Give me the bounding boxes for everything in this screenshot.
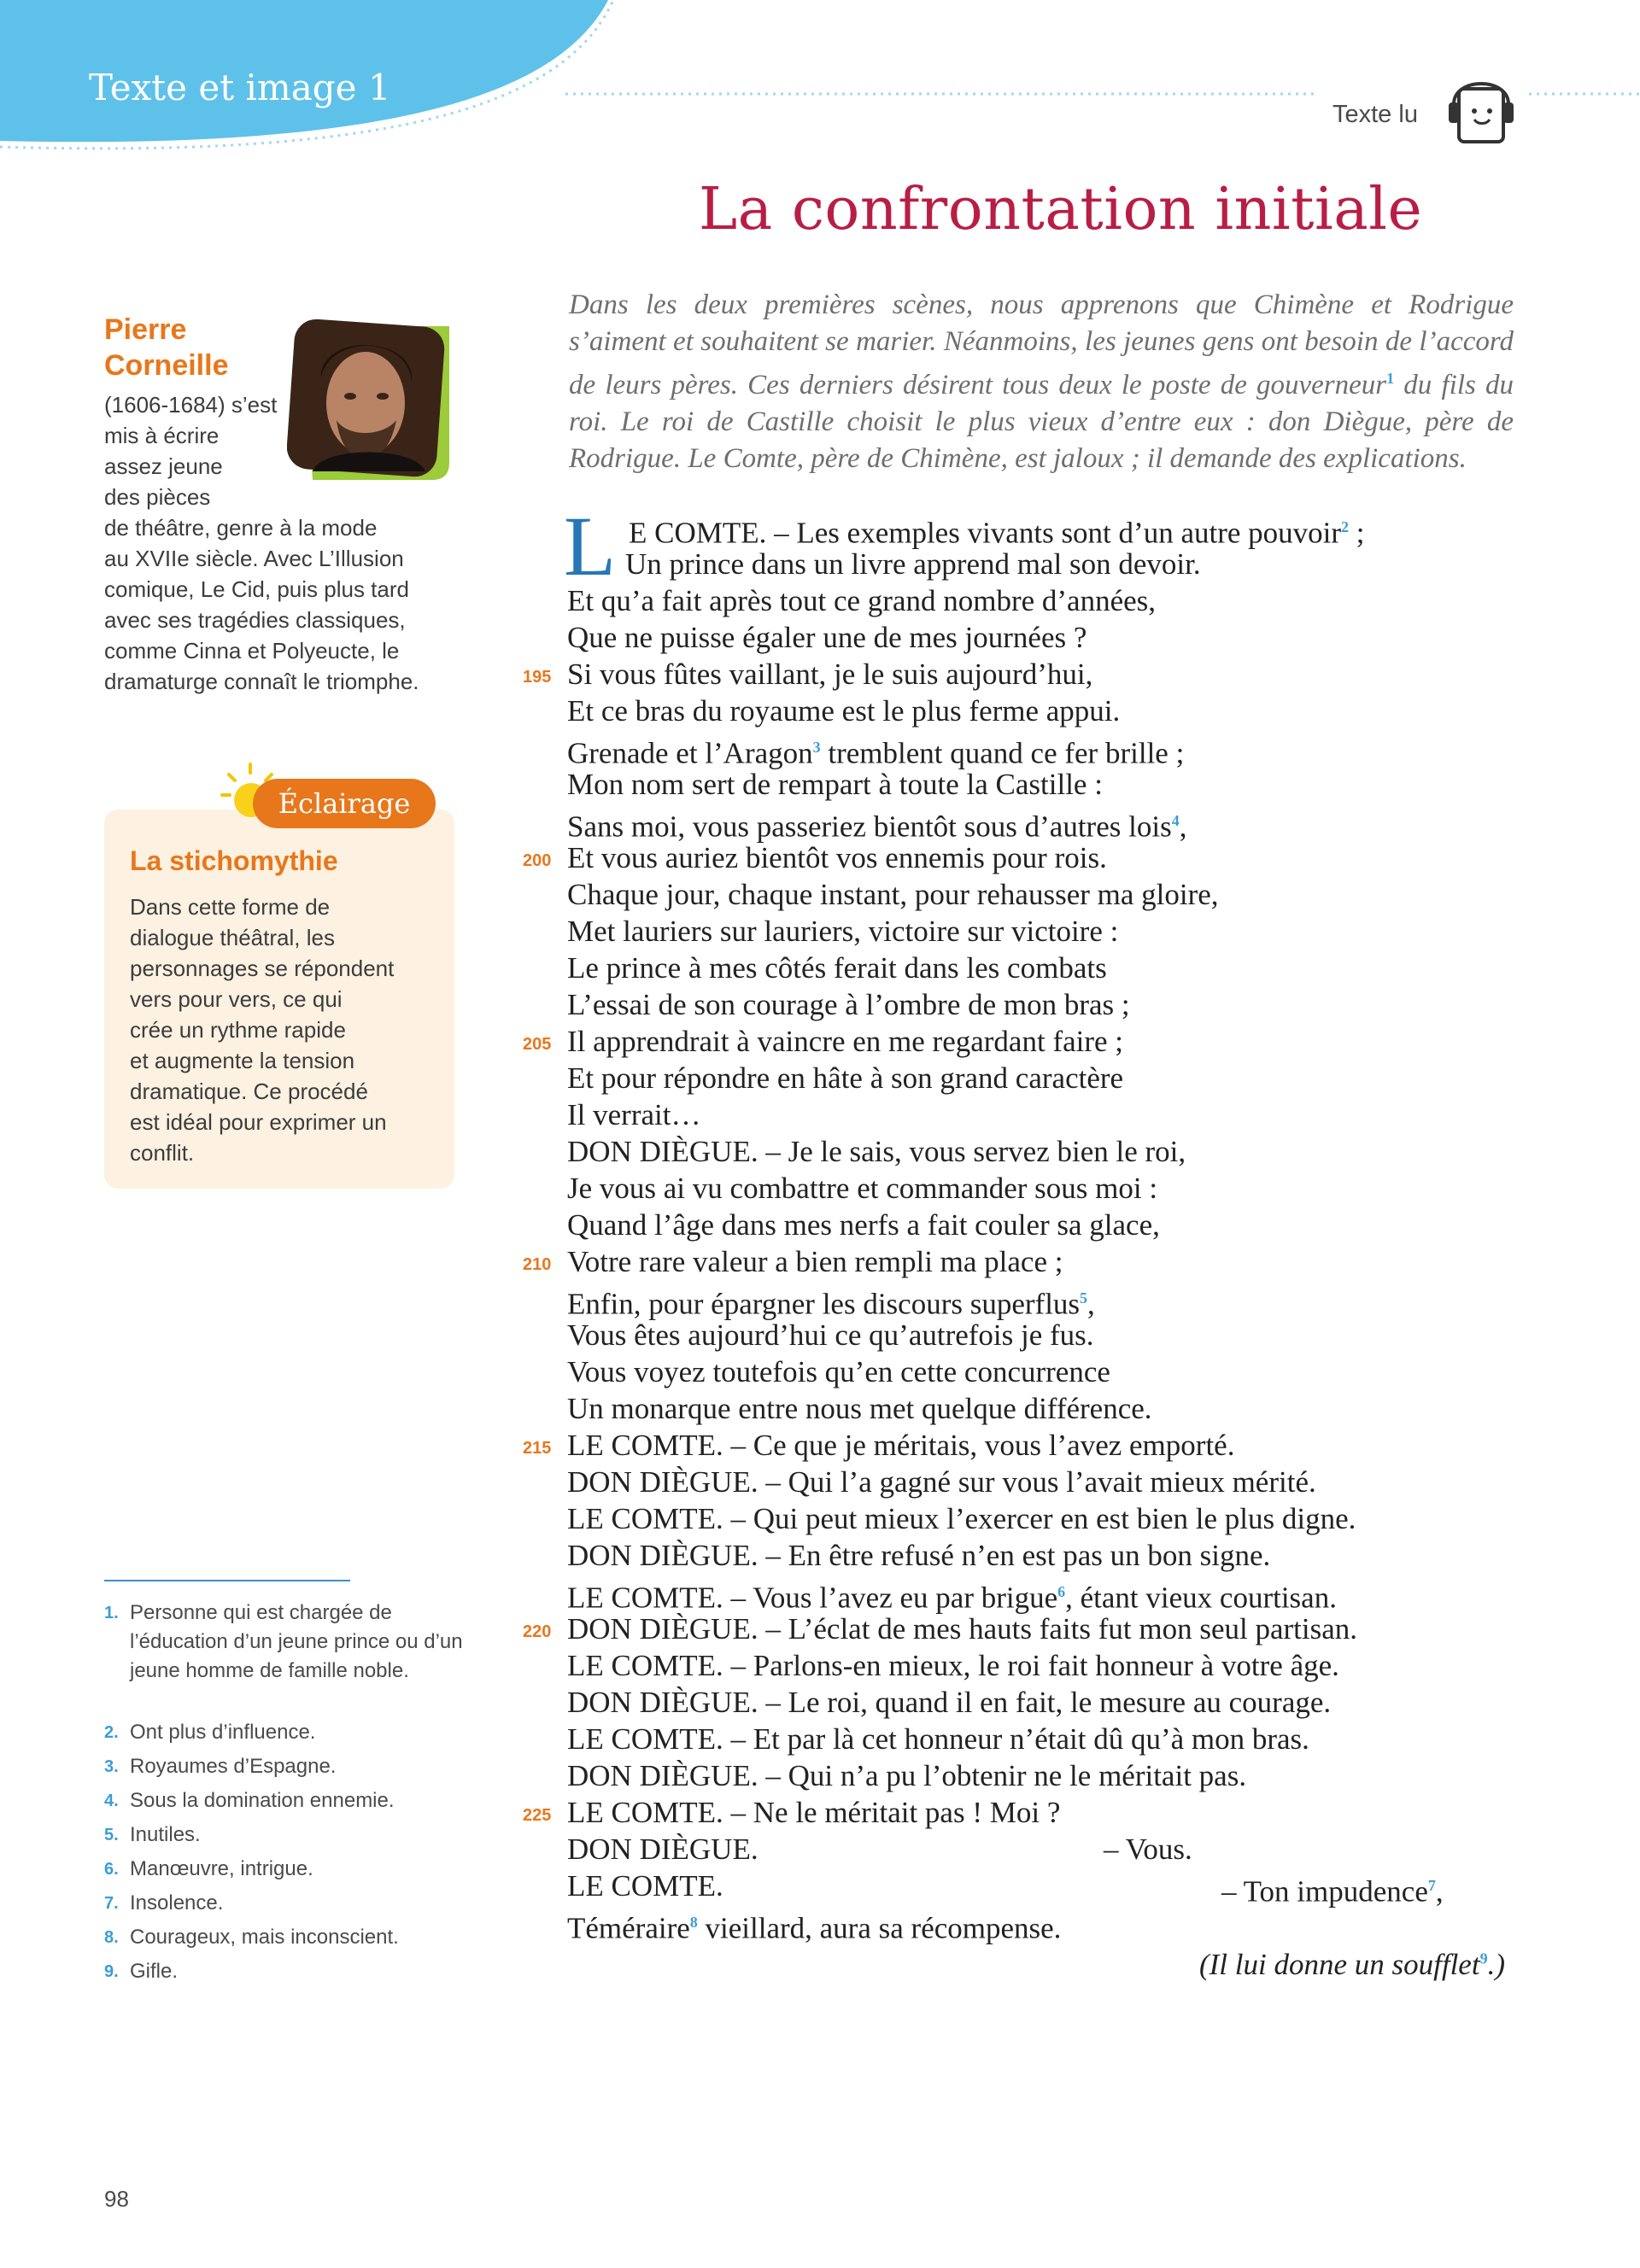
footnote-text: Manœuvre, intrigue. — [130, 1857, 313, 1880]
footnote-item — [104, 1889, 463, 1918]
stage-direction — [1199, 1948, 1505, 1982]
verse-text: tremblent quand ce fer brille ; — [820, 736, 1185, 770]
footnote-text: Personne qui est chargée de l’éducation d’un jeune prince ou d’un jeune homme de famille noble. — [130, 1601, 463, 1682]
verse-text: Sans moi, vous passeriez bientôt sous d’autres lois — [567, 810, 1172, 844]
verse-text: ; — [1349, 516, 1365, 550]
verse-line: LE COMTE. – Et par là cet honneur n’était dû qu’à mon bras. — [567, 1722, 1309, 1756]
verse-line — [567, 1904, 1061, 1947]
author-first-name: Pierre — [104, 313, 187, 346]
note-ref[interactable]: 3 — [812, 739, 821, 756]
note-ref[interactable]: 5 — [1080, 1289, 1088, 1306]
verse-text: E COMTE. – Les exemples vivants sont d’un autre pouvoir — [629, 516, 1342, 550]
note-ref[interactable]: 8 — [689, 1914, 698, 1931]
verse-line: DON DIÈGUE. – Qui l’a gagné sur vous l’avait mieux mérité. — [567, 1465, 1316, 1499]
verse-line: Et vous auriez bientôt vos ennemis pour rois. — [567, 841, 1107, 874]
verse-text: LE COMTE. – Vous l’avez eu par brigue — [567, 1581, 1058, 1615]
footnote-number: 5. — [104, 1826, 119, 1844]
footnote-number: 9. — [104, 1962, 119, 1981]
note-ref[interactable]: 2 — [1341, 518, 1350, 535]
footnote-number: 3. — [104, 1757, 119, 1776]
author-bio-line: comme Cinna et Polyeucte, le — [104, 638, 400, 663]
verse-text: – Ton impudence — [1221, 1874, 1428, 1909]
author-portrait — [287, 318, 454, 485]
footnote-item — [104, 1957, 463, 1986]
eclairage-line: personnages se répondent — [130, 956, 395, 981]
footnote-item — [104, 1786, 463, 1815]
verse-line: LE COMTE. — [567, 1869, 723, 1903]
verse-reply — [1221, 1868, 1444, 1910]
verse-line: Met lauriers sur lauriers, victoire sur victoire : — [567, 915, 1119, 948]
intro-text: Dans les deux premières scènes, nous apprenons que Chimène et Rodrigue s’aiment et souhaitent se marier. Néanmoins, les jeunes gens ont besoin de l’accord de leurs pères. Ces derniers désirent tous deux le poste de gouverneur — [569, 289, 1514, 400]
verse-line: Le prince à mes côtés ferait dans les combats — [567, 951, 1107, 985]
line-number: 210 — [523, 1255, 552, 1274]
note-ref[interactable]: 9 — [1479, 1949, 1488, 1967]
eclairage-tag: Éclairage — [253, 779, 436, 828]
footnote-item — [104, 1855, 463, 1884]
footnote-text: Sous la domination ennemie. — [130, 1789, 395, 1812]
verse-line: Vous voyez toutefois qu’en cette concurrence — [567, 1355, 1110, 1388]
author-bio-line: assez jeune — [104, 453, 223, 479]
eclairage-line: conflit. — [130, 1140, 195, 1166]
footnote-number: 2. — [104, 1723, 119, 1742]
verse-text: vieillard, aura sa récompense. — [697, 1911, 1062, 1945]
footnote-item — [104, 1752, 463, 1781]
eclairage-line: et augmente la tension — [130, 1048, 355, 1073]
audio-label[interactable]: Texte lu — [1332, 101, 1418, 128]
verse-text: , — [1087, 1287, 1095, 1321]
verse-reply: – Vous. — [1104, 1833, 1192, 1866]
verse-line: Je vous ai vu combattre et commander sous moi : — [567, 1172, 1158, 1205]
footnote-text: Ont plus d’influence. — [130, 1721, 316, 1744]
verse-line: DON DIÈGUE. – Qui n’a pu l’obtenir ne le méritait pas. — [567, 1759, 1247, 1792]
author-last-name: Corneille — [104, 349, 229, 382]
verse-line: Il verrait… — [567, 1098, 701, 1131]
verse-line: DON DIÈGUE. – L’éclat de mes hauts faits fut mon seul partisan. — [567, 1612, 1358, 1645]
intro-text: du fils du roi. Le roi de Castille choisit le plus vieux d’entre eux : don Diègue, père de Rodrigue. Le Comte, père de Chimène, est jaloux ; il demande des explications. — [569, 370, 1514, 474]
dropcap: L — [564, 499, 617, 593]
verse-line: LE COMTE. – Ne le méritait pas ! Moi ? — [567, 1796, 1061, 1829]
note-ref[interactable]: 7 — [1427, 1877, 1436, 1894]
verse-line: LE COMTE. – Parlons-en mieux, le roi fait honneur à votre âge. — [567, 1649, 1339, 1682]
footnote-text: Royaumes d’Espagne. — [130, 1755, 337, 1778]
author-bio-line: comique, Le Cid, puis plus tard — [104, 576, 409, 602]
footnote-item — [104, 1718, 463, 1747]
footnote-item — [104, 1599, 463, 1686]
stage-text: .) — [1487, 1948, 1505, 1981]
verse-text: , — [1435, 1874, 1444, 1909]
verse-text: Téméraire — [567, 1911, 690, 1945]
verse-line: LE COMTE. – Qui peut mieux l’exercer en est bien le plus digne. — [567, 1502, 1356, 1535]
page-title: La confrontation initiale — [699, 176, 1423, 243]
verse-line: Il apprendrait à vaincre en me regardant faire ; — [567, 1025, 1124, 1058]
note-ref[interactable]: 4 — [1171, 812, 1180, 829]
verse-line: Un prince dans un livre apprend mal son devoir. — [625, 547, 1201, 581]
footnote-item — [104, 1923, 463, 1952]
footnote-item — [104, 1821, 463, 1850]
note-ref[interactable]: 1 — [1386, 370, 1395, 387]
verse-line: DON DIÈGUE. — [567, 1833, 758, 1866]
verse-line: Votre rare valeur a bien rempli ma place ; — [567, 1245, 1063, 1278]
line-number: 195 — [523, 668, 552, 687]
footnote-divider — [104, 1580, 350, 1581]
verse-line: Quand l’âge dans mes nerfs a fait couler sa glace, — [567, 1208, 1160, 1242]
author-name — [104, 312, 275, 383]
verse-line: Et qu’a fait après tout ce grand nombre d’années, — [567, 584, 1157, 617]
verse-line: L’essai de son courage à l’ombre de mon bras ; — [567, 988, 1130, 1021]
verse-line: LE COMTE. – Ce que je méritais, vous l’avez emporté. — [567, 1429, 1235, 1462]
footnote-text: Gifle. — [130, 1960, 179, 1983]
line-number: 225 — [523, 1806, 552, 1825]
verse-line: Et ce bras du royaume est le plus ferme appui. — [567, 694, 1121, 728]
verse-line: Mon nom sert de rempart à toute la Castille : — [567, 768, 1103, 801]
footnote-number: 4. — [104, 1792, 119, 1810]
eclairage-line: dialogue théâtral, les — [130, 925, 335, 950]
author-bio-line: avec ses tragédies classiques, — [104, 607, 406, 633]
verse-line: Chaque jour, chaque instant, pour rehausser ma gloire, — [567, 878, 1219, 911]
verse-line: Que ne puisse égaler une de mes journées ? — [567, 621, 1087, 654]
footnote-text: Insolence. — [130, 1891, 224, 1914]
verse-line: Si vous fûtes vaillant, je le suis aujourd’hui, — [567, 658, 1093, 691]
verse-line: Vous êtes aujourd’hui ce qu’autrefois je fus. — [567, 1318, 1094, 1352]
eclairage-line: crée un rythme rapide — [130, 1017, 346, 1043]
footnote-text: Courageux, mais inconscient. — [130, 1926, 399, 1949]
author-bio-line: au XVIIe siècle. Avec L’Illusion — [104, 546, 404, 571]
line-number: 205 — [523, 1035, 552, 1054]
footnote-number: 8. — [104, 1928, 119, 1947]
verse-line: DON DIÈGUE. – En être refusé n’en est pas un bon signe. — [567, 1539, 1271, 1572]
footnote-text: Inutiles. — [130, 1823, 201, 1846]
verse-line: Et pour répondre en hâte à son grand caractère — [567, 1061, 1124, 1095]
eclairage-line: vers pour vers, ce qui — [130, 986, 343, 1012]
author-bio-line: (1606-1684) s’est — [104, 392, 278, 418]
eclairage-line: dramatique. Ce procédé — [130, 1078, 368, 1104]
eclairage-line: Dans cette forme de — [130, 894, 331, 920]
verse-text: Enfin, pour épargner les discours superflus — [567, 1287, 1081, 1321]
verse-line: Un monarque entre nous met quelque différence. — [567, 1392, 1152, 1425]
page-number: 98 — [104, 2186, 129, 2212]
line-number: 200 — [523, 851, 552, 870]
chapter-title: Texte et image 1 — [89, 67, 391, 108]
author-bio-line: des pièces — [104, 484, 211, 510]
line-number: 220 — [523, 1622, 552, 1641]
note-ref[interactable]: 6 — [1057, 1583, 1066, 1600]
line-number: 215 — [523, 1439, 552, 1458]
author-bio-line: dramaturge connaît le triomphe. — [104, 669, 419, 694]
verse-text: , étant vieux courtisan. — [1065, 1581, 1337, 1615]
verse-line: DON DIÈGUE. – Le roi, quand il en fait, le mesure au courage. — [567, 1686, 1332, 1719]
eclairage-line: est idéal pour exprimer un — [130, 1109, 387, 1135]
verse-line: DON DIÈGUE. – Je le sais, vous servez bien le roi, — [567, 1135, 1186, 1168]
author-bio-line: de théâtre, genre à la mode — [104, 515, 378, 541]
intro-paragraph — [569, 287, 1514, 477]
verse-text: Grenade et l’Aragon — [567, 736, 813, 770]
stage-text: (Il lui donne un soufflet — [1199, 1948, 1480, 1981]
headphones-icon[interactable] — [1445, 67, 1517, 147]
footnote-number: 1. — [104, 1604, 119, 1622]
footnote-number: 7. — [104, 1894, 119, 1913]
verse-text: , — [1179, 810, 1187, 844]
author-bio-line: mis à écrire — [104, 423, 220, 448]
eclairage-title: La stichomythie — [130, 845, 338, 876]
footnote-number: 6. — [104, 1860, 119, 1879]
